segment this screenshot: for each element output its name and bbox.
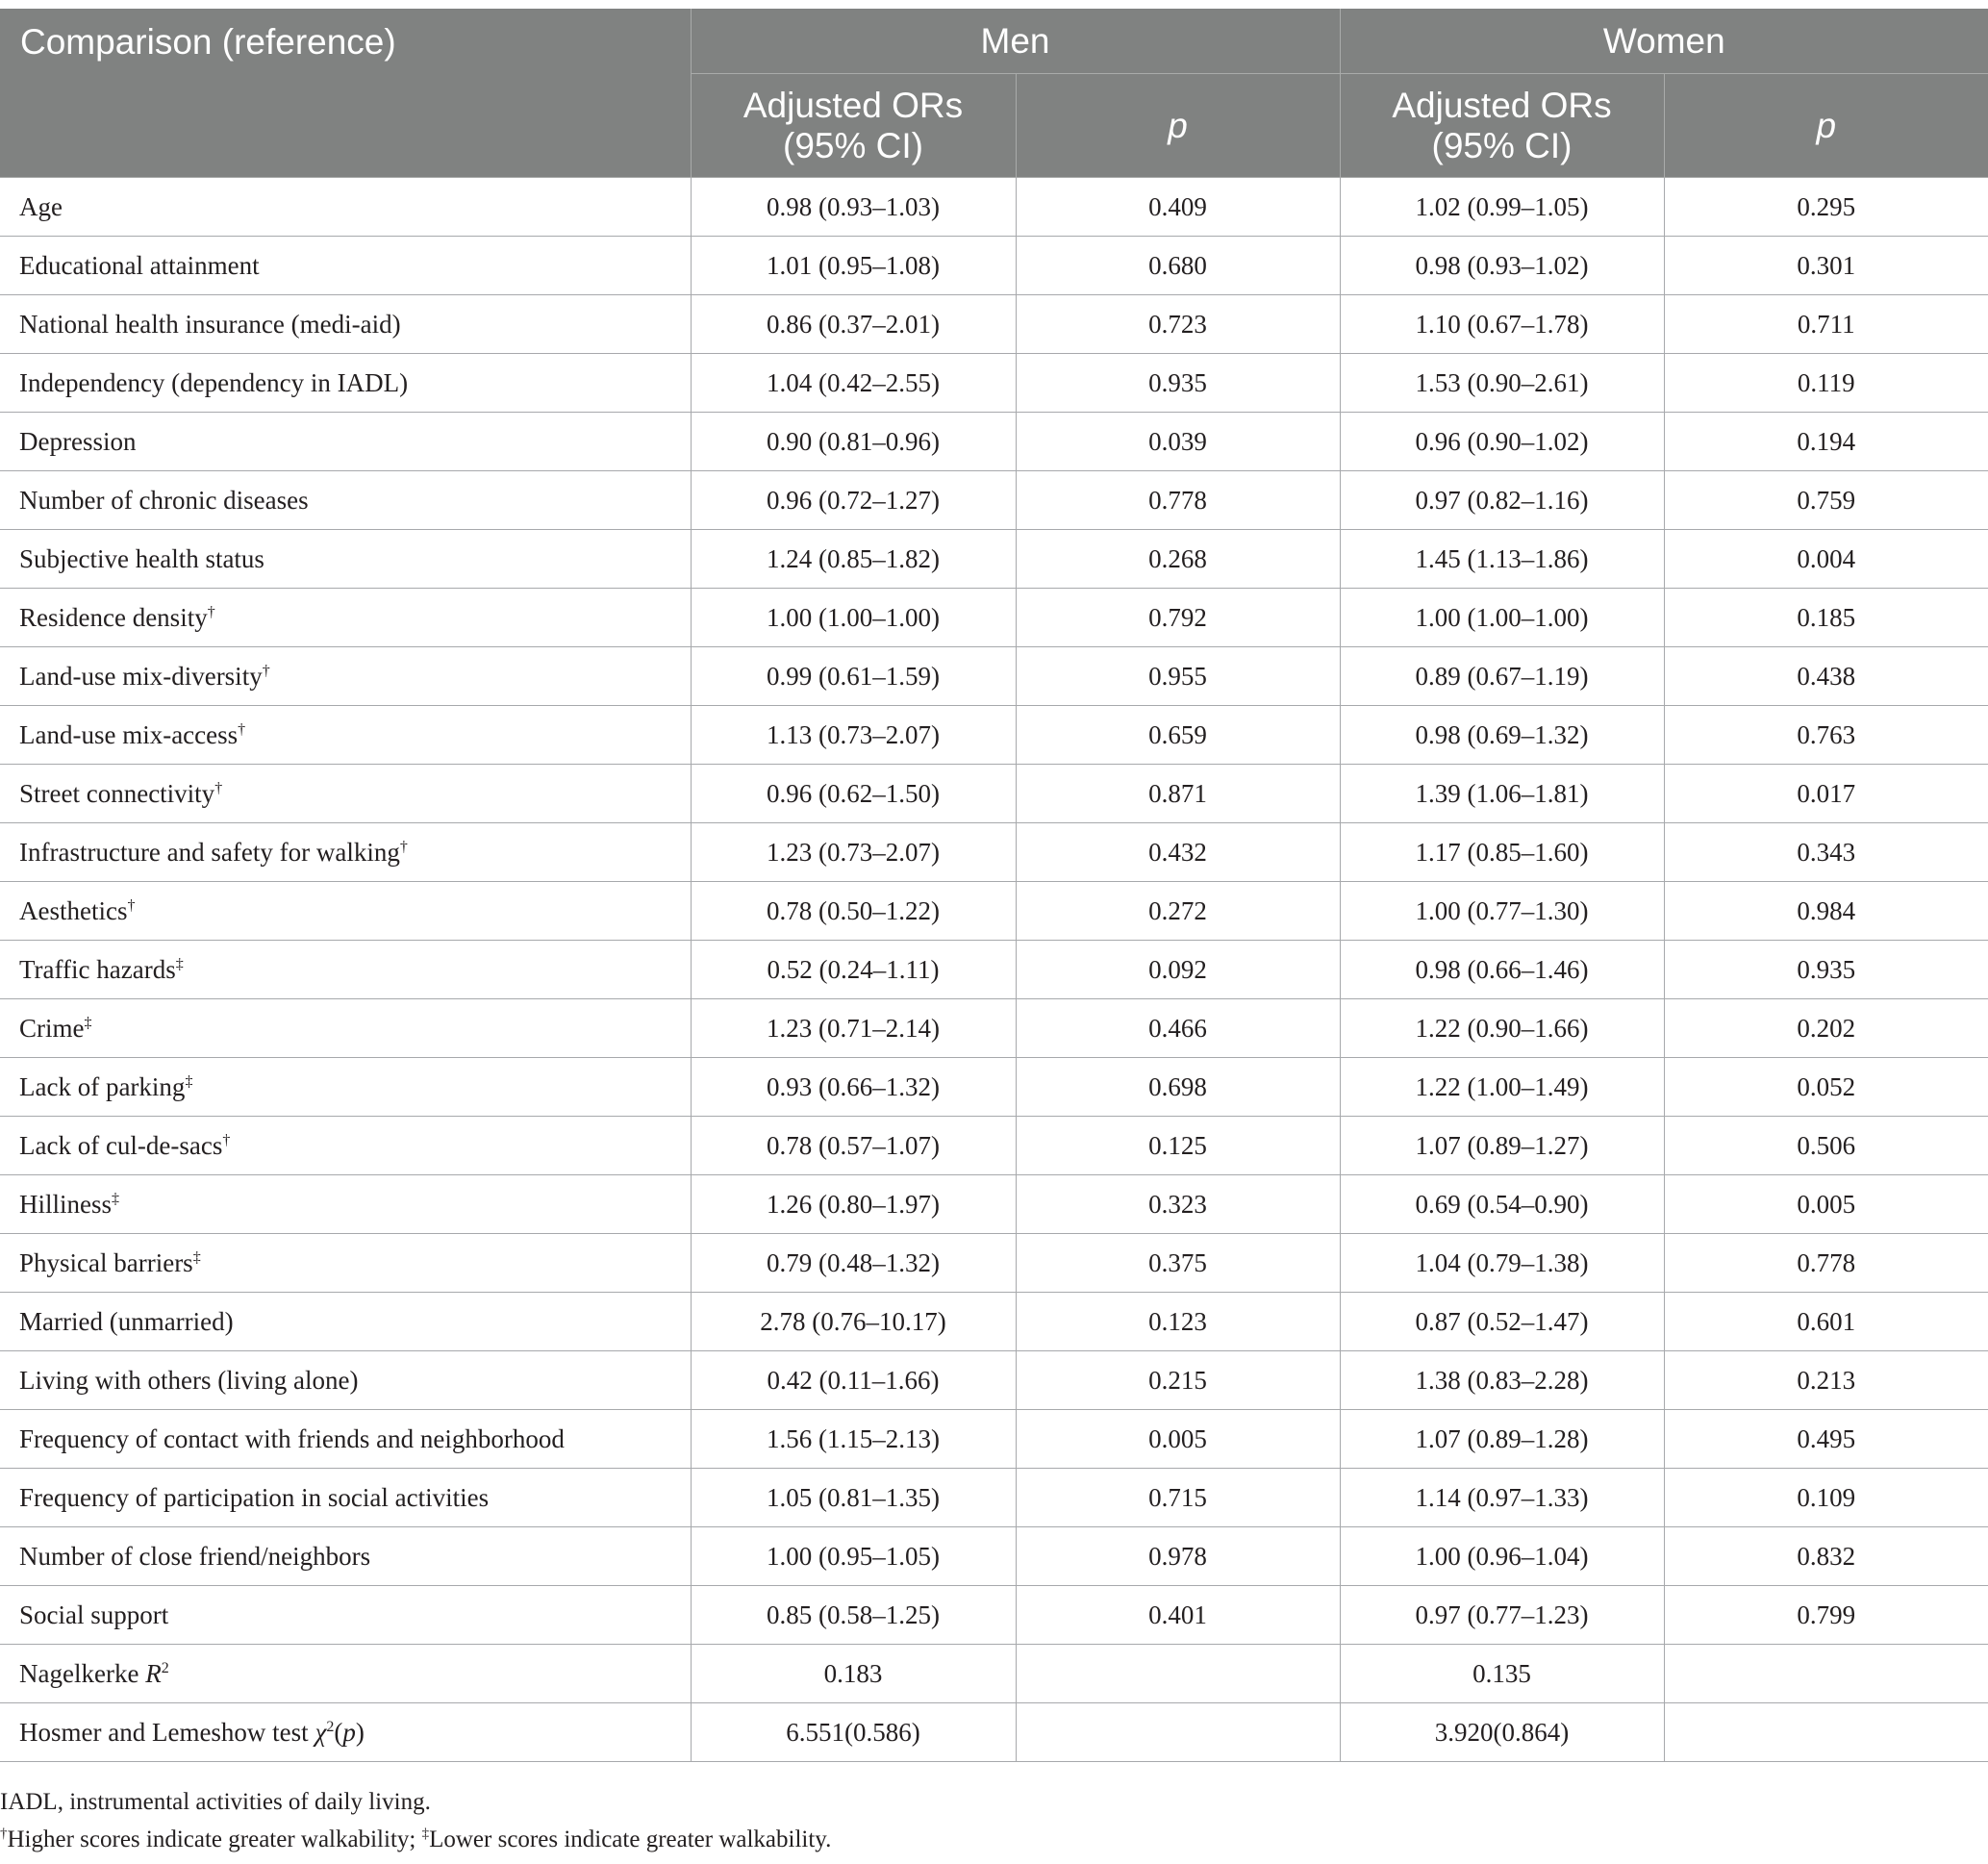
- footnote-mark: ‡: [185, 1072, 193, 1090]
- table-row: [0, 413, 1988, 471]
- or-line-2: (95% CI): [1431, 125, 1573, 165]
- men-p-value: 0.375: [1016, 1234, 1340, 1293]
- women-p-value: 0.213: [1664, 1351, 1988, 1410]
- women-p-value: 0.119: [1664, 354, 1988, 413]
- men-p-value: 0.659: [1016, 706, 1340, 765]
- row-label: Social support: [0, 1586, 691, 1645]
- women-p-value: 0.778: [1664, 1234, 1988, 1293]
- men-or-value: 2.78 (0.76–10.17): [691, 1293, 1016, 1351]
- women-or-value: 1.02 (0.99–1.05): [1340, 178, 1664, 237]
- table-row: [0, 1410, 1988, 1469]
- table-row: [0, 1175, 1988, 1234]
- women-p-value: 0.506: [1664, 1117, 1988, 1175]
- table-row: [0, 823, 1988, 882]
- table-header: [0, 9, 1988, 178]
- row-label: Living with others (living alone): [0, 1351, 691, 1410]
- men-or-value: 1.23 (0.73–2.07): [691, 823, 1016, 882]
- women-or-value: 1.53 (0.90–2.61): [1340, 354, 1664, 413]
- table-row: [0, 1058, 1988, 1117]
- women-p-value: 0.004: [1664, 530, 1988, 589]
- men-p-value: 0.039: [1016, 413, 1340, 471]
- women-or-value: 0.89 (0.67–1.19): [1340, 647, 1664, 706]
- row-label: Crime‡: [0, 999, 691, 1058]
- row-label: Frequency of participation in social activities: [0, 1469, 691, 1527]
- row-label: Traffic hazards‡: [0, 941, 691, 999]
- women-or-value: 1.17 (0.85–1.60): [1340, 823, 1664, 882]
- row-label: Hosmer and Lemeshow test $\chi^2(p)$: [0, 1703, 691, 1762]
- men-or-value: 1.23 (0.71–2.14): [691, 999, 1016, 1058]
- header-women-or: [1340, 74, 1664, 178]
- women-p-value: 0.301: [1664, 237, 1988, 295]
- men-or-value: 0.42 (0.11–1.66): [691, 1351, 1016, 1410]
- row-label: Married (unmarried): [0, 1293, 691, 1351]
- women-or-value: 1.22 (0.90–1.66): [1340, 999, 1664, 1058]
- women-p-value: 0.935: [1664, 941, 1988, 999]
- table-row: [0, 589, 1988, 647]
- women-or-value: 0.97 (0.77–1.23): [1340, 1586, 1664, 1645]
- women-or-value: 0.87 (0.52–1.47): [1340, 1293, 1664, 1351]
- table-row: [0, 471, 1988, 530]
- footnote-mark: †: [222, 1131, 231, 1148]
- table-row: [0, 530, 1988, 589]
- women-p-value: 0.185: [1664, 589, 1988, 647]
- women-or-value: 0.69 (0.54–0.90): [1340, 1175, 1664, 1234]
- women-p-empty: [1664, 1645, 1988, 1703]
- women-or-value: 0.98 (0.69–1.32): [1340, 706, 1664, 765]
- table-footnotes: [0, 1783, 831, 1858]
- men-p-value: 0.005: [1016, 1410, 1340, 1469]
- men-p-value: 0.215: [1016, 1351, 1340, 1410]
- footnote-mark: ‡: [175, 955, 184, 972]
- footnote-walkability: †Higher scores indicate greater walkability; ‡Lower scores indicate greater walkability.: [0, 1826, 832, 1852]
- men-or-value: 0.98 (0.93–1.03): [691, 178, 1016, 237]
- table-row: [0, 647, 1988, 706]
- row-label: Frequency of contact with friends and neighborhood: [0, 1410, 691, 1469]
- row-label: National health insurance (medi-aid): [0, 295, 691, 354]
- men-or-value: 0.52 (0.24–1.11): [691, 941, 1016, 999]
- row-label: Residence density†: [0, 589, 691, 647]
- women-or-value: 1.00 (0.96–1.04): [1340, 1527, 1664, 1586]
- footnote-mark: ‡: [112, 1190, 120, 1207]
- women-or-value: 1.04 (0.79–1.38): [1340, 1234, 1664, 1293]
- row-label: Lack of parking‡: [0, 1058, 691, 1117]
- women-p-value: 0.194: [1664, 413, 1988, 471]
- header-comparison: Comparison (reference): [0, 9, 691, 178]
- men-p-value: 0.723: [1016, 295, 1340, 354]
- women-or-value: 1.00 (1.00–1.00): [1340, 589, 1664, 647]
- women-or-value: 0.97 (0.82–1.16): [1340, 471, 1664, 530]
- men-value: 6.551(0.586): [691, 1703, 1016, 1762]
- men-p-value: 0.466: [1016, 999, 1340, 1058]
- men-or-value: 0.96 (0.62–1.50): [691, 765, 1016, 823]
- table-row: [0, 295, 1988, 354]
- women-or-value: 1.00 (0.77–1.30): [1340, 882, 1664, 941]
- men-or-value: 1.13 (0.73–2.07): [691, 706, 1016, 765]
- or-line-2: (95% CI): [783, 125, 923, 165]
- table-row: [0, 706, 1988, 765]
- women-p-value: 0.343: [1664, 823, 1988, 882]
- women-or-value: 1.38 (0.83–2.28): [1340, 1351, 1664, 1410]
- women-p-value: 0.763: [1664, 706, 1988, 765]
- table-row: [0, 1234, 1988, 1293]
- table-row: [0, 178, 1988, 237]
- footnote-mark: †: [238, 720, 246, 738]
- women-p-value: 0.799: [1664, 1586, 1988, 1645]
- men-or-value: 0.79 (0.48–1.32): [691, 1234, 1016, 1293]
- row-label: Hilliness‡: [0, 1175, 691, 1234]
- table-row: [0, 1586, 1988, 1645]
- women-or-value: 1.14 (0.97–1.33): [1340, 1469, 1664, 1527]
- table-row: [0, 1351, 1988, 1410]
- row-label: Number of close friend/neighbors: [0, 1527, 691, 1586]
- women-p-value: 0.052: [1664, 1058, 1988, 1117]
- men-p-value: 0.935: [1016, 354, 1340, 413]
- men-p-value: 0.409: [1016, 178, 1340, 237]
- men-or-value: 1.00 (1.00–1.00): [691, 589, 1016, 647]
- men-p-value: 0.092: [1016, 941, 1340, 999]
- header-women-p: p: [1664, 74, 1988, 178]
- women-or-value: 0.98 (0.93–1.02): [1340, 237, 1664, 295]
- men-p-value: 0.268: [1016, 530, 1340, 589]
- men-or-value: 0.99 (0.61–1.59): [691, 647, 1016, 706]
- men-or-value: 1.26 (0.80–1.97): [691, 1175, 1016, 1234]
- footnote-mark: ‡: [84, 1014, 92, 1031]
- row-label: Independency (dependency in IADL): [0, 354, 691, 413]
- men-or-value: 1.00 (0.95–1.05): [691, 1527, 1016, 1586]
- women-p-value: 0.495: [1664, 1410, 1988, 1469]
- footnote-mark: †: [214, 779, 223, 796]
- women-or-value: 1.10 (0.67–1.78): [1340, 295, 1664, 354]
- men-or-value: 0.85 (0.58–1.25): [691, 1586, 1016, 1645]
- men-p-value: 0.955: [1016, 647, 1340, 706]
- women-p-value: 0.295: [1664, 178, 1988, 237]
- men-p-value: 0.680: [1016, 237, 1340, 295]
- row-label: Nagelkerke $R^2$: [0, 1645, 691, 1703]
- women-p-value: 0.984: [1664, 882, 1988, 941]
- men-or-value: 0.86 (0.37–2.01): [691, 295, 1016, 354]
- table-body: [0, 178, 1988, 1762]
- women-p-value: 0.438: [1664, 647, 1988, 706]
- table-row: [0, 941, 1988, 999]
- header-men-or: [691, 74, 1016, 178]
- table-row: [0, 354, 1988, 413]
- footnote-mark: ‡: [192, 1248, 201, 1266]
- table-row: [0, 237, 1988, 295]
- men-p-value: 0.125: [1016, 1117, 1340, 1175]
- or-line-1: Adjusted ORs: [742, 85, 964, 125]
- table-row: [0, 1527, 1988, 1586]
- women-or-value: 1.07 (0.89–1.27): [1340, 1117, 1664, 1175]
- footnote-mark: †: [207, 603, 215, 620]
- row-label: Land-use mix-access†: [0, 706, 691, 765]
- men-p-value: 0.978: [1016, 1527, 1340, 1586]
- table-row: [0, 765, 1988, 823]
- women-p-value: 0.601: [1664, 1293, 1988, 1351]
- header-women: Women: [1340, 9, 1988, 74]
- table-row-nagelkerke: [0, 1645, 1988, 1703]
- row-label: Subjective health status: [0, 530, 691, 589]
- men-p-value: 0.778: [1016, 471, 1340, 530]
- row-label: Street connectivity†: [0, 765, 691, 823]
- men-p-value: 0.323: [1016, 1175, 1340, 1234]
- women-p-value: 0.017: [1664, 765, 1988, 823]
- table-row: [0, 999, 1988, 1058]
- women-or-value: 0.96 (0.90–1.02): [1340, 413, 1664, 471]
- footnote-mark: †: [262, 662, 270, 679]
- women-value: 0.135: [1340, 1645, 1664, 1703]
- men-p-value: 0.715: [1016, 1469, 1340, 1527]
- results-table-container: [0, 9, 1988, 1762]
- row-label: Lack of cul-de-sacs†: [0, 1117, 691, 1175]
- women-p-value: 0.759: [1664, 471, 1988, 530]
- table-row-hosmer: [0, 1703, 1988, 1762]
- row-label: Land-use mix-diversity†: [0, 647, 691, 706]
- women-p-value: 0.202: [1664, 999, 1988, 1058]
- header-men-p: p: [1016, 74, 1340, 178]
- men-or-value: 0.90 (0.81–0.96): [691, 413, 1016, 471]
- women-value: 3.920(0.864): [1340, 1703, 1664, 1762]
- row-label: Depression: [0, 413, 691, 471]
- women-or-value: 0.98 (0.66–1.46): [1340, 941, 1664, 999]
- men-p-value: 0.272: [1016, 882, 1340, 941]
- men-p-value: 0.401: [1016, 1586, 1340, 1645]
- men-p-empty: [1016, 1645, 1340, 1703]
- men-p-empty: [1016, 1703, 1340, 1762]
- row-label: Educational attainment: [0, 237, 691, 295]
- women-or-value: 1.07 (0.89–1.28): [1340, 1410, 1664, 1469]
- table-row: [0, 1117, 1988, 1175]
- footnote-mark: †: [127, 896, 136, 914]
- men-p-value: 0.792: [1016, 589, 1340, 647]
- men-or-value: 1.56 (1.15–2.13): [691, 1410, 1016, 1469]
- row-label: Infrastructure and safety for walking†: [0, 823, 691, 882]
- footnote-mark: †: [399, 838, 408, 855]
- women-p-empty: [1664, 1703, 1988, 1762]
- table-row: [0, 882, 1988, 941]
- header-men: Men: [691, 9, 1340, 74]
- men-or-value: 0.78 (0.57–1.07): [691, 1117, 1016, 1175]
- women-p-value: 0.711: [1664, 295, 1988, 354]
- men-p-value: 0.432: [1016, 823, 1340, 882]
- row-label: Age: [0, 178, 691, 237]
- women-or-value: 1.45 (1.13–1.86): [1340, 530, 1664, 589]
- row-label: Number of chronic diseases: [0, 471, 691, 530]
- table-row: [0, 1469, 1988, 1527]
- men-value: 0.183: [691, 1645, 1016, 1703]
- men-or-value: 0.78 (0.50–1.22): [691, 882, 1016, 941]
- women-or-value: 1.39 (1.06–1.81): [1340, 765, 1664, 823]
- footnote-abbreviation: IADL, instrumental activities of daily living.: [0, 1789, 431, 1815]
- men-or-value: 0.93 (0.66–1.32): [691, 1058, 1016, 1117]
- results-table: [0, 9, 1988, 1762]
- table-row: [0, 1293, 1988, 1351]
- women-p-value: 0.109: [1664, 1469, 1988, 1527]
- men-p-value: 0.123: [1016, 1293, 1340, 1351]
- row-label: Aesthetics†: [0, 882, 691, 941]
- women-p-value: 0.005: [1664, 1175, 1988, 1234]
- women-p-value: 0.832: [1664, 1527, 1988, 1586]
- men-or-value: 1.24 (0.85–1.82): [691, 530, 1016, 589]
- men-or-value: 1.04 (0.42–2.55): [691, 354, 1016, 413]
- men-p-value: 0.871: [1016, 765, 1340, 823]
- women-or-value: 1.22 (1.00–1.49): [1340, 1058, 1664, 1117]
- men-or-value: 1.01 (0.95–1.08): [691, 237, 1016, 295]
- men-p-value: 0.698: [1016, 1058, 1340, 1117]
- or-line-1: Adjusted ORs: [1392, 85, 1612, 125]
- men-or-value: 1.05 (0.81–1.35): [691, 1469, 1016, 1527]
- row-label: Physical barriers‡: [0, 1234, 691, 1293]
- men-or-value: 0.96 (0.72–1.27): [691, 471, 1016, 530]
